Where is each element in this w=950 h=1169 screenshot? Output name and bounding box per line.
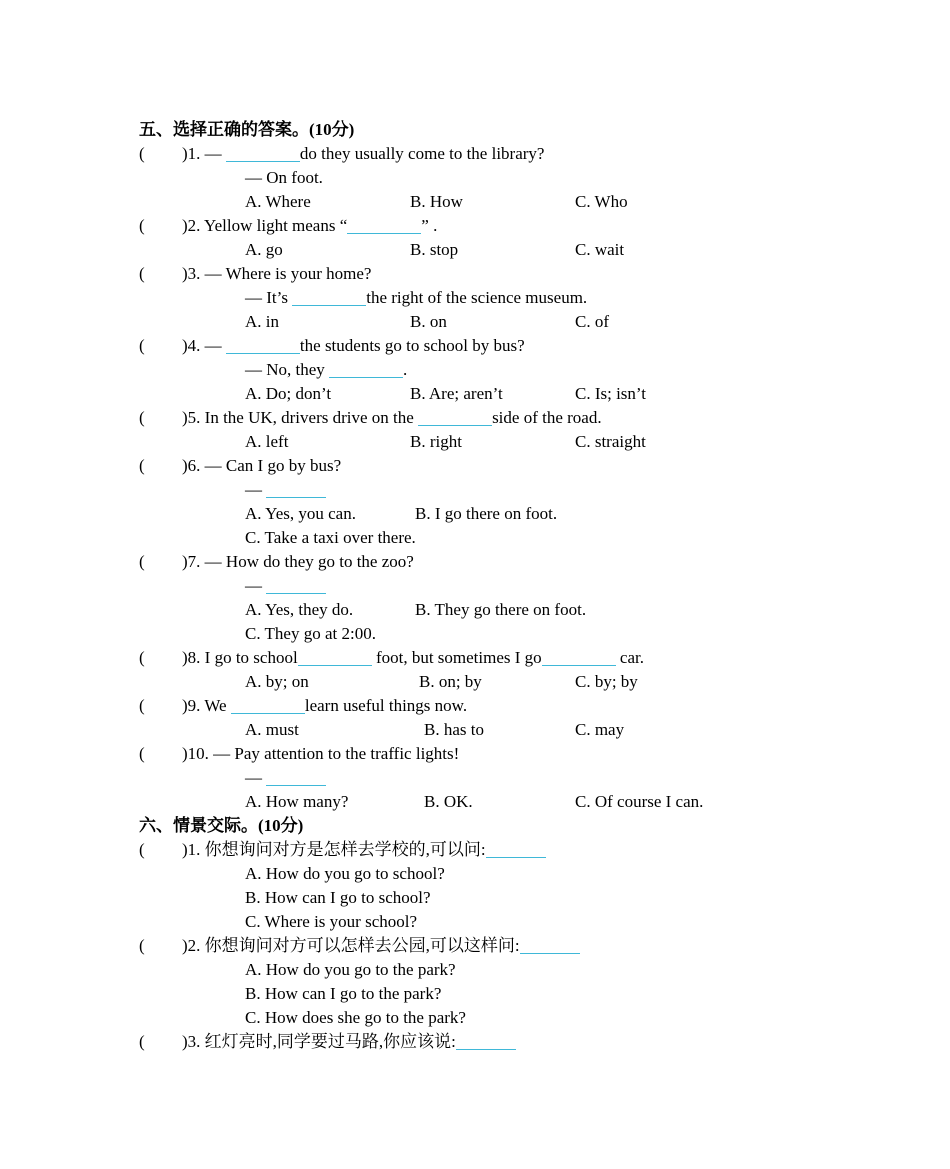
answer-paren-open: ( [139,264,145,283]
answer-paren-open: ( [139,840,145,859]
question-3-options [139,310,859,334]
question-6-options [139,502,859,526]
option-c: C. Where is your school? [245,912,418,931]
answer-paren-open: ( [139,936,145,955]
option-a: A. by; on [245,672,309,691]
question-text: side of the road. [492,408,602,427]
reply-text: the right of the science museum. [366,288,588,307]
option-c: C. Is; isn’t [575,384,647,403]
answer-blank[interactable] [298,647,372,666]
answer-blank[interactable] [329,359,403,378]
section-5-title: 五、选择正确的答案。(10分) [139,120,355,139]
question-10 [139,742,859,766]
option-c: C. of [575,312,609,331]
option-b: B. right [410,432,462,451]
section-6-title: 六、情景交际。(10分) [139,816,304,835]
answer-blank[interactable] [347,215,421,234]
answer-blank[interactable] [542,647,616,666]
answer-paren-open: ( [139,744,145,763]
option-b: B. They go there on foot. [415,600,587,619]
answer-paren-open: ( [139,1032,145,1051]
option-b: B. on; by [419,672,482,691]
question-1-reply [139,166,859,190]
option-b: B. OK. [424,792,473,811]
option-c: C. straight [575,432,646,451]
question-5-options [139,430,859,454]
option-b: B. I go there on foot. [415,504,558,523]
situation-1-option [139,910,859,934]
option-a: A. go [245,240,283,259]
option-b: B. on [410,312,447,331]
option-a: A. Do; don’t [245,384,332,403]
reply-text: — It’s [245,288,288,307]
answer-blank[interactable] [231,695,305,714]
option-c: C. How does she go to the park? [245,1008,466,1027]
answer-blank[interactable] [418,407,492,426]
question-text: learn useful things now. [304,696,468,715]
option-b: B. Are; aren’t [410,384,503,403]
question-5 [139,406,859,430]
question-text: )4. — [182,336,222,355]
question-text: )8. I go to school [182,648,298,667]
answer-blank[interactable] [486,839,546,858]
question-1 [139,142,859,166]
question-10-reply [139,766,859,790]
question-7-options [139,598,859,622]
answer-blank[interactable] [520,935,580,954]
question-text: )2. 你想询问对方可以怎样去公园,可以这样问: [182,936,520,955]
option-b: B. stop [410,240,459,259]
situation-question-3 [139,1030,859,1054]
option-a: A. How do you go to school? [245,864,445,883]
option-b: B. How [410,192,463,211]
situation-question-2 [139,934,859,958]
question-text: ” . [421,216,438,235]
option-c: C. Who [575,192,628,211]
question-text: )1. 你想询问对方是怎样去学校的,可以问: [182,840,486,859]
option-c: C. They go at 2:00. [245,624,376,643]
situation-2-option [139,982,859,1006]
question-10-options [139,790,859,814]
question-7-reply [139,574,859,598]
question-text: )6. — Can I go by bus? [182,456,342,475]
option-c: C. Of course I can. [575,792,704,811]
answer-paren-open: ( [139,456,145,475]
answer-blank[interactable] [226,335,300,354]
option-b: B. has to [424,720,484,739]
answer-blank[interactable] [456,1031,516,1050]
question-text: foot, but sometimes I go [375,648,542,667]
question-4-options [139,382,859,406]
question-text: )5. In the UK, drivers drive on the [182,408,414,427]
option-a: A. How do you go to the park? [245,960,456,979]
option-a: A. Yes, they do. [245,600,354,619]
question-9-options [139,718,859,742]
answer-paren-open: ( [139,696,145,715]
question-text: do they usually come to the library? [299,144,545,163]
answer-paren-open: ( [139,552,145,571]
answer-paren-open: ( [139,336,145,355]
question-text: )1. — [182,144,222,163]
question-3 [139,262,859,286]
answer-paren-open: ( [139,216,145,235]
question-text: )3. — Where is your home? [182,264,372,283]
option-a: A. must [245,720,299,739]
situation-2-option [139,958,859,982]
question-2 [139,214,859,238]
question-6 [139,454,859,478]
question-4-reply [139,358,859,382]
question-8-options [139,670,859,694]
question-8 [139,646,859,670]
option-c: C. wait [575,240,625,259]
answer-blank[interactable] [266,479,326,498]
question-text: the students go to school by bus? [299,336,525,355]
reply-dash: — [245,768,262,787]
question-7-options [139,622,859,646]
question-text: )2. Yellow light means “ [182,216,348,235]
question-2-options [139,238,859,262]
option-a: A. Where [245,192,311,211]
option-a: A. Yes, you can. [245,504,356,523]
question-1-options [139,190,859,214]
question-text: )10. — Pay attention to the traffic lights! [182,744,460,763]
reply-text: — No, they [245,360,325,379]
answer-blank[interactable] [226,143,300,162]
question-text: car. [619,648,644,667]
answer-paren-open: ( [139,408,145,427]
question-4 [139,334,859,358]
option-c: C. by; by [575,672,638,691]
question-6-options [139,526,859,550]
situation-1-option [139,862,859,886]
reply-text: . [403,360,408,379]
option-b: B. How can I go to school? [245,888,431,907]
option-b: B. How can I go to the park? [245,984,442,1003]
option-c: C. Take a taxi over there. [245,528,416,547]
option-a: A. How many? [245,792,349,811]
answer-blank[interactable] [266,767,326,786]
answer-blank[interactable] [266,575,326,594]
reply-text: — On foot. [245,168,323,187]
reply-dash: — [245,576,262,595]
situation-2-option [139,1006,859,1030]
situation-1-option [139,886,859,910]
reply-dash: — [245,480,262,499]
option-a: A. in [245,312,279,331]
answer-paren-open: ( [139,144,145,163]
answer-blank[interactable] [292,287,366,306]
option-a: A. left [245,432,289,451]
question-3-reply [139,286,859,310]
question-6-reply [139,478,859,502]
situation-question-1 [139,838,859,862]
worksheet [139,118,859,1054]
question-text: )9. We [182,696,227,715]
question-7 [139,550,859,574]
answer-paren-open: ( [139,648,145,667]
question-9 [139,694,859,718]
question-text: )7. — How do they go to the zoo? [182,552,414,571]
question-text: )3. 红灯亮时,同学要过马路,你应该说: [182,1032,456,1051]
option-c: C. may [575,720,625,739]
